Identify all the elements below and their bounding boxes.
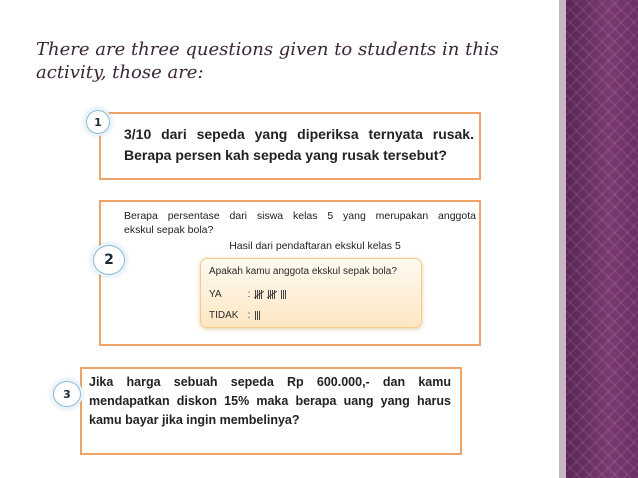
tally-card: [200, 258, 422, 328]
question-1-text: [124, 124, 474, 166]
tally-stick: [281, 290, 282, 299]
tally-question: Apakah kamu anggota ekskul sepak bola?: [209, 266, 397, 277]
tally-marks-tidak: [255, 311, 260, 320]
tally-stick: [261, 290, 262, 299]
tally-stick: [270, 290, 271, 299]
tally-stick: [285, 290, 286, 299]
question-1-line-1: 3/10 dari sepeda yang diperiksa ternyata rusak.: [124, 126, 474, 142]
tally-label-tidak: TIDAK: [209, 310, 239, 321]
tally-stick: [268, 290, 269, 299]
question-1-number-badge: 1: [86, 110, 110, 134]
question-3-line-1: Jika harga sebuah sepeda Rp 600.000,- dan kamu: [89, 375, 451, 389]
tally-stick: [272, 290, 273, 299]
tally-stick: [259, 290, 260, 299]
question-2-number-badge: 2: [93, 245, 125, 275]
tally-row-tidak: [209, 310, 260, 321]
tally-group: [255, 311, 260, 320]
tally-stick: [257, 290, 258, 299]
question-3-line-2: mendapatkan diskon 15% maka berapa uang yang harus: [89, 394, 451, 408]
intro-line-1: There are three questions given to students in this: [36, 39, 499, 60]
side-stripe: [559, 0, 566, 478]
question-3-line-3: kamu bayar jika ingin membelinya?: [89, 413, 300, 427]
tally-group: [268, 290, 275, 299]
tally-group: [281, 290, 286, 299]
question-2-subtitle: Hasil dari pendaftaran ekskul kelas 5: [229, 240, 401, 252]
tally-stick: [259, 311, 260, 320]
tally-stick: [255, 290, 256, 299]
intro-text: [36, 38, 526, 84]
tally-stick: [255, 311, 256, 320]
question-3-text: [89, 373, 451, 430]
tally-colon-ya: :: [247, 289, 251, 300]
intro-line-2: activity, those are:: [36, 62, 204, 83]
tally-row-ya: [209, 289, 286, 300]
tally-stick: [257, 311, 258, 320]
tally-label-ya: YA: [209, 289, 222, 300]
tally-colon-tidak: :: [247, 310, 251, 321]
question-2-line-1: Berapa persentase dari siswa kelas 5 yang merupakan anggota: [124, 210, 476, 222]
question-2-text: [124, 209, 476, 237]
question-2-line-2: ekskul sepak bola?: [124, 224, 214, 236]
tally-stick: [283, 290, 284, 299]
tally-marks-ya: [255, 290, 286, 299]
decorative-side-panel: [566, 0, 638, 478]
question-3-number-badge: 3: [53, 381, 81, 407]
tally-stick: [274, 290, 275, 299]
tally-group: [255, 290, 262, 299]
question-1-line-2: Berapa persen kah sepeda yang rusak tersebut?: [124, 147, 447, 163]
